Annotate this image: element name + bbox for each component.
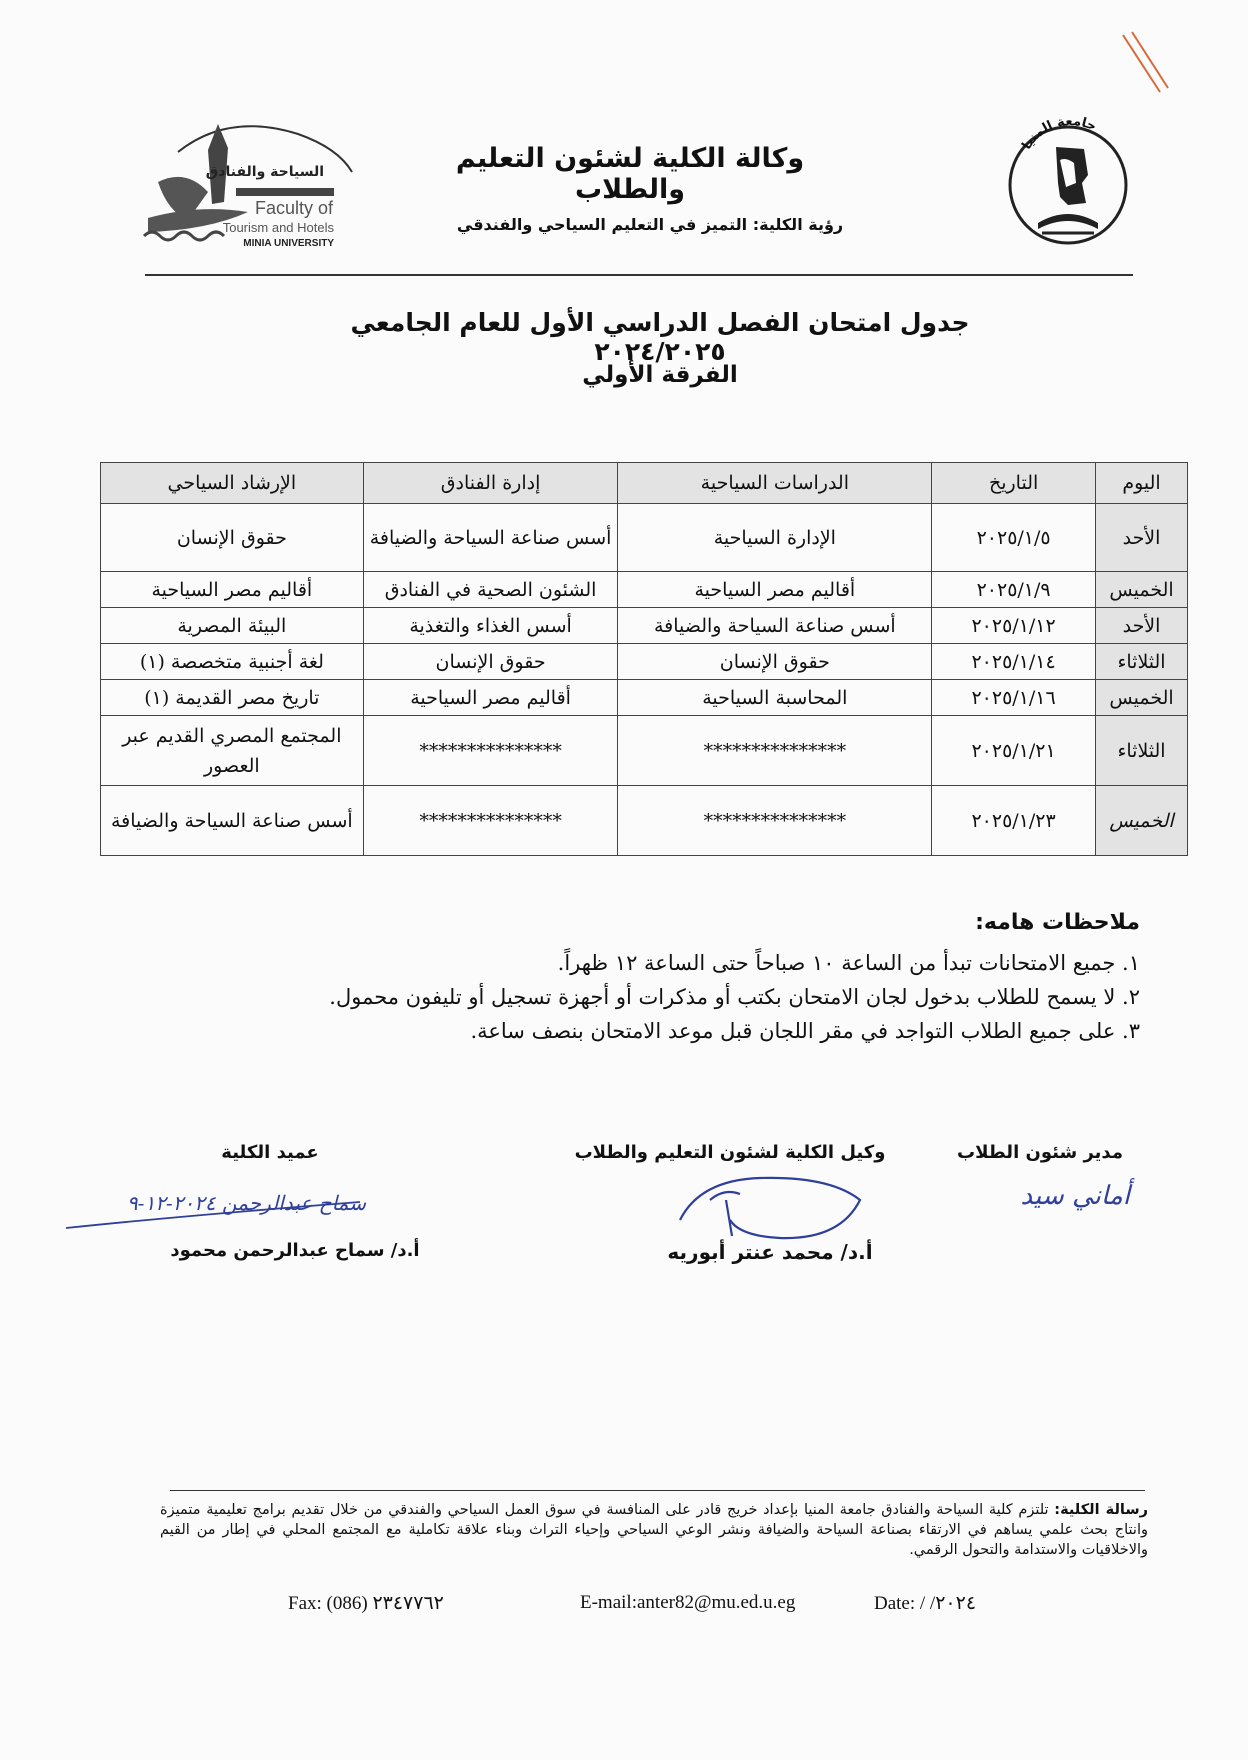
mission-label: رسالة الكلية: <box>1054 1502 1148 1518</box>
faculty-mission <box>160 1500 1148 1560</box>
column-header-day: اليوم <box>1096 463 1188 504</box>
cell-day: الثلاثاء <box>1096 644 1188 680</box>
svg-text:Faculty of: Faculty of <box>254 198 333 218</box>
cell-tourist-guidance: تاريخ مصر القديمة (١) <box>101 680 364 716</box>
cell-date: ٢٠٢٥/١/٩ <box>932 572 1096 608</box>
table-row <box>101 608 1188 644</box>
cell-date: ٢٠٢٥/١/١٢ <box>932 608 1096 644</box>
svg-text:Tourism and Hotels: Tourism and Hotels <box>222 220 334 235</box>
cell-day: الخميس <box>1096 786 1188 856</box>
svg-text:أماني سيد: أماني سيد <box>1020 1181 1130 1211</box>
header-title: وكالة الكلية لشئون التعليم والطلاب <box>455 143 805 205</box>
svg-text:MINIA UNIVERSITY: MINIA UNIVERSITY <box>243 238 334 249</box>
document-title: جدول امتحان الفصل الدراسي الأول للعام الجامعي ٢٠٢٤/٢٠٢٥ <box>350 308 970 366</box>
cell-hotel-management: أسس الغذاء والتغذية <box>363 608 618 644</box>
table-row <box>101 786 1188 856</box>
cell-hotel-management: *************** <box>363 716 618 786</box>
table-row <box>101 572 1188 608</box>
faculty-logo <box>138 112 374 262</box>
cell-tourism-studies: *************** <box>618 716 932 786</box>
cell-hotel-management: الشئون الصحية في الفنادق <box>363 572 618 608</box>
pen-mark <box>1118 30 1178 110</box>
document-subtitle: الفرقة الأولي <box>582 362 738 388</box>
mission-text: تلتزم كلية السياحة والفنادق جامعة المنيا بإعداد خريج قادر على المنافسة في سوق العمل السياحي والفندقي من خلال تقديم برامج تعليمية متميزة وانتاج بحث علمي يساهم في الارتقاء بصناعة السياحة والضيافة ونشر الوعي السياحي وإحياء التراث وبناء علاقة تكاملية مع المجتمع المحلي في إطار من القيم والاخلاقيات والاستدامة والتحول الرقمي. <box>160 1502 1148 1558</box>
notes-heading: ملاحظات هامه: <box>975 910 1140 935</box>
table-row <box>101 504 1188 572</box>
cell-tourist-guidance: لغة أجنبية متخصصة (١) <box>101 644 364 680</box>
svg-text:جامعة المنيا: جامعة المنيا <box>1019 114 1099 153</box>
cell-day: الثلاثاء <box>1096 716 1188 786</box>
cell-tourism-studies: المحاسبة السياحية <box>618 680 932 716</box>
column-header-hotel-management: إدارة الفنادق <box>363 463 618 504</box>
table-row <box>101 716 1188 786</box>
footer-divider <box>170 1490 1145 1491</box>
cell-day: الأحد <box>1096 608 1188 644</box>
header-divider <box>145 274 1133 276</box>
note-item: ٣. على جميع الطلاب التواجد في مقر اللجان قبل موعد الامتحان بنصف ساعة. <box>470 1019 1140 1043</box>
minia-university-logo <box>998 105 1138 255</box>
cell-hotel-management: أسس صناعة السياحة والضيافة <box>363 504 618 572</box>
notes-list <box>180 946 1140 1048</box>
vice-dean-signature <box>640 1160 880 1250</box>
cell-date: ٢٠٢٥/١/٢١ <box>932 716 1096 786</box>
table-row <box>101 680 1188 716</box>
svg-text:السياحة والفنادق: السياحة والفنادق <box>205 164 324 180</box>
cell-hotel-management: حقوق الإنسان <box>363 644 618 680</box>
date-field: Date: / /٢٠٢٤ <box>874 1593 977 1614</box>
vice-dean-title: وكيل الكلية لشئون التعليم والطلاب <box>574 1142 886 1163</box>
cell-date: ٢٠٢٥/١/١٦ <box>932 680 1096 716</box>
cell-tourism-studies: حقوق الإنسان <box>618 644 932 680</box>
cell-day: الخميس <box>1096 680 1188 716</box>
cell-tourism-studies: أسس صناعة السياحة والضيافة <box>618 608 932 644</box>
column-header-tourist-guidance: الإرشاد السياحي <box>101 463 364 504</box>
cell-tourism-studies: الإدارة السياحية <box>618 504 932 572</box>
cell-tourist-guidance: أسس صناعة السياحة والضيافة <box>101 786 364 856</box>
cell-date: ٢٠٢٥/١/٥ <box>932 504 1096 572</box>
dean-title: عميد الكلية <box>221 1142 319 1163</box>
table-header-row <box>101 463 1188 504</box>
cell-day: الأحد <box>1096 504 1188 572</box>
column-header-tourism-studies: الدراسات السياحية <box>618 463 932 504</box>
cell-date: ٢٠٢٥/١/٢٣ <box>932 786 1096 856</box>
cell-tourist-guidance: المجتمع المصري القديم عبر العصور <box>101 716 364 786</box>
dean-signature <box>60 1180 380 1240</box>
cell-date: ٢٠٢٥/١/١٤ <box>932 644 1096 680</box>
column-header-date: التاريخ <box>932 463 1096 504</box>
cell-tourism-studies: أقاليم مصر السياحية <box>618 572 932 608</box>
email: E-mail:anter82@mu.ed.u.eg <box>580 1592 796 1613</box>
dean-name: أ.د/ سماح عبدالرحمن محمود <box>170 1240 420 1261</box>
students-affairs-title: مدير شئون الطلاب <box>957 1142 1123 1163</box>
table-row <box>101 644 1188 680</box>
exam-schedule-table <box>100 462 1188 856</box>
header-vision: رؤية الكلية: التميز في التعليم السياحي والفندقي <box>456 215 844 234</box>
cell-tourist-guidance: أقاليم مصر السياحية <box>101 572 364 608</box>
note-item: ٢. لا يسمح للطلاب بدخول لجان الامتحان بكتب أو مذكرات أو أجهزة تسجيل أو تليفون محمول. <box>329 985 1140 1009</box>
cell-tourist-guidance: البيئة المصرية <box>101 608 364 644</box>
cell-hotel-management: أقاليم مصر السياحية <box>363 680 618 716</box>
vice-dean-name: أ.د/ محمد عنتر أبوريه <box>667 1240 873 1264</box>
cell-tourism-studies: *************** <box>618 786 932 856</box>
students-affairs-signature <box>960 1170 1140 1220</box>
fax: Fax: (086) ٢٣٤٧٧٦٢ <box>288 1593 444 1614</box>
svg-text:سماح عبدالرحمن ٢٠٢٤-١٢-٩: سماح عبدالرحمن ٢٠٢٤-١٢-٩ <box>126 1191 366 1215</box>
cell-day: الخميس <box>1096 572 1188 608</box>
cell-hotel-management: *************** <box>363 786 618 856</box>
cell-tourist-guidance: حقوق الإنسان <box>101 504 364 572</box>
note-item: ١. جميع الامتحانات تبدأ من الساعة ١٠ صباحاً حتى الساعة ١٢ ظهراً. <box>557 951 1140 975</box>
